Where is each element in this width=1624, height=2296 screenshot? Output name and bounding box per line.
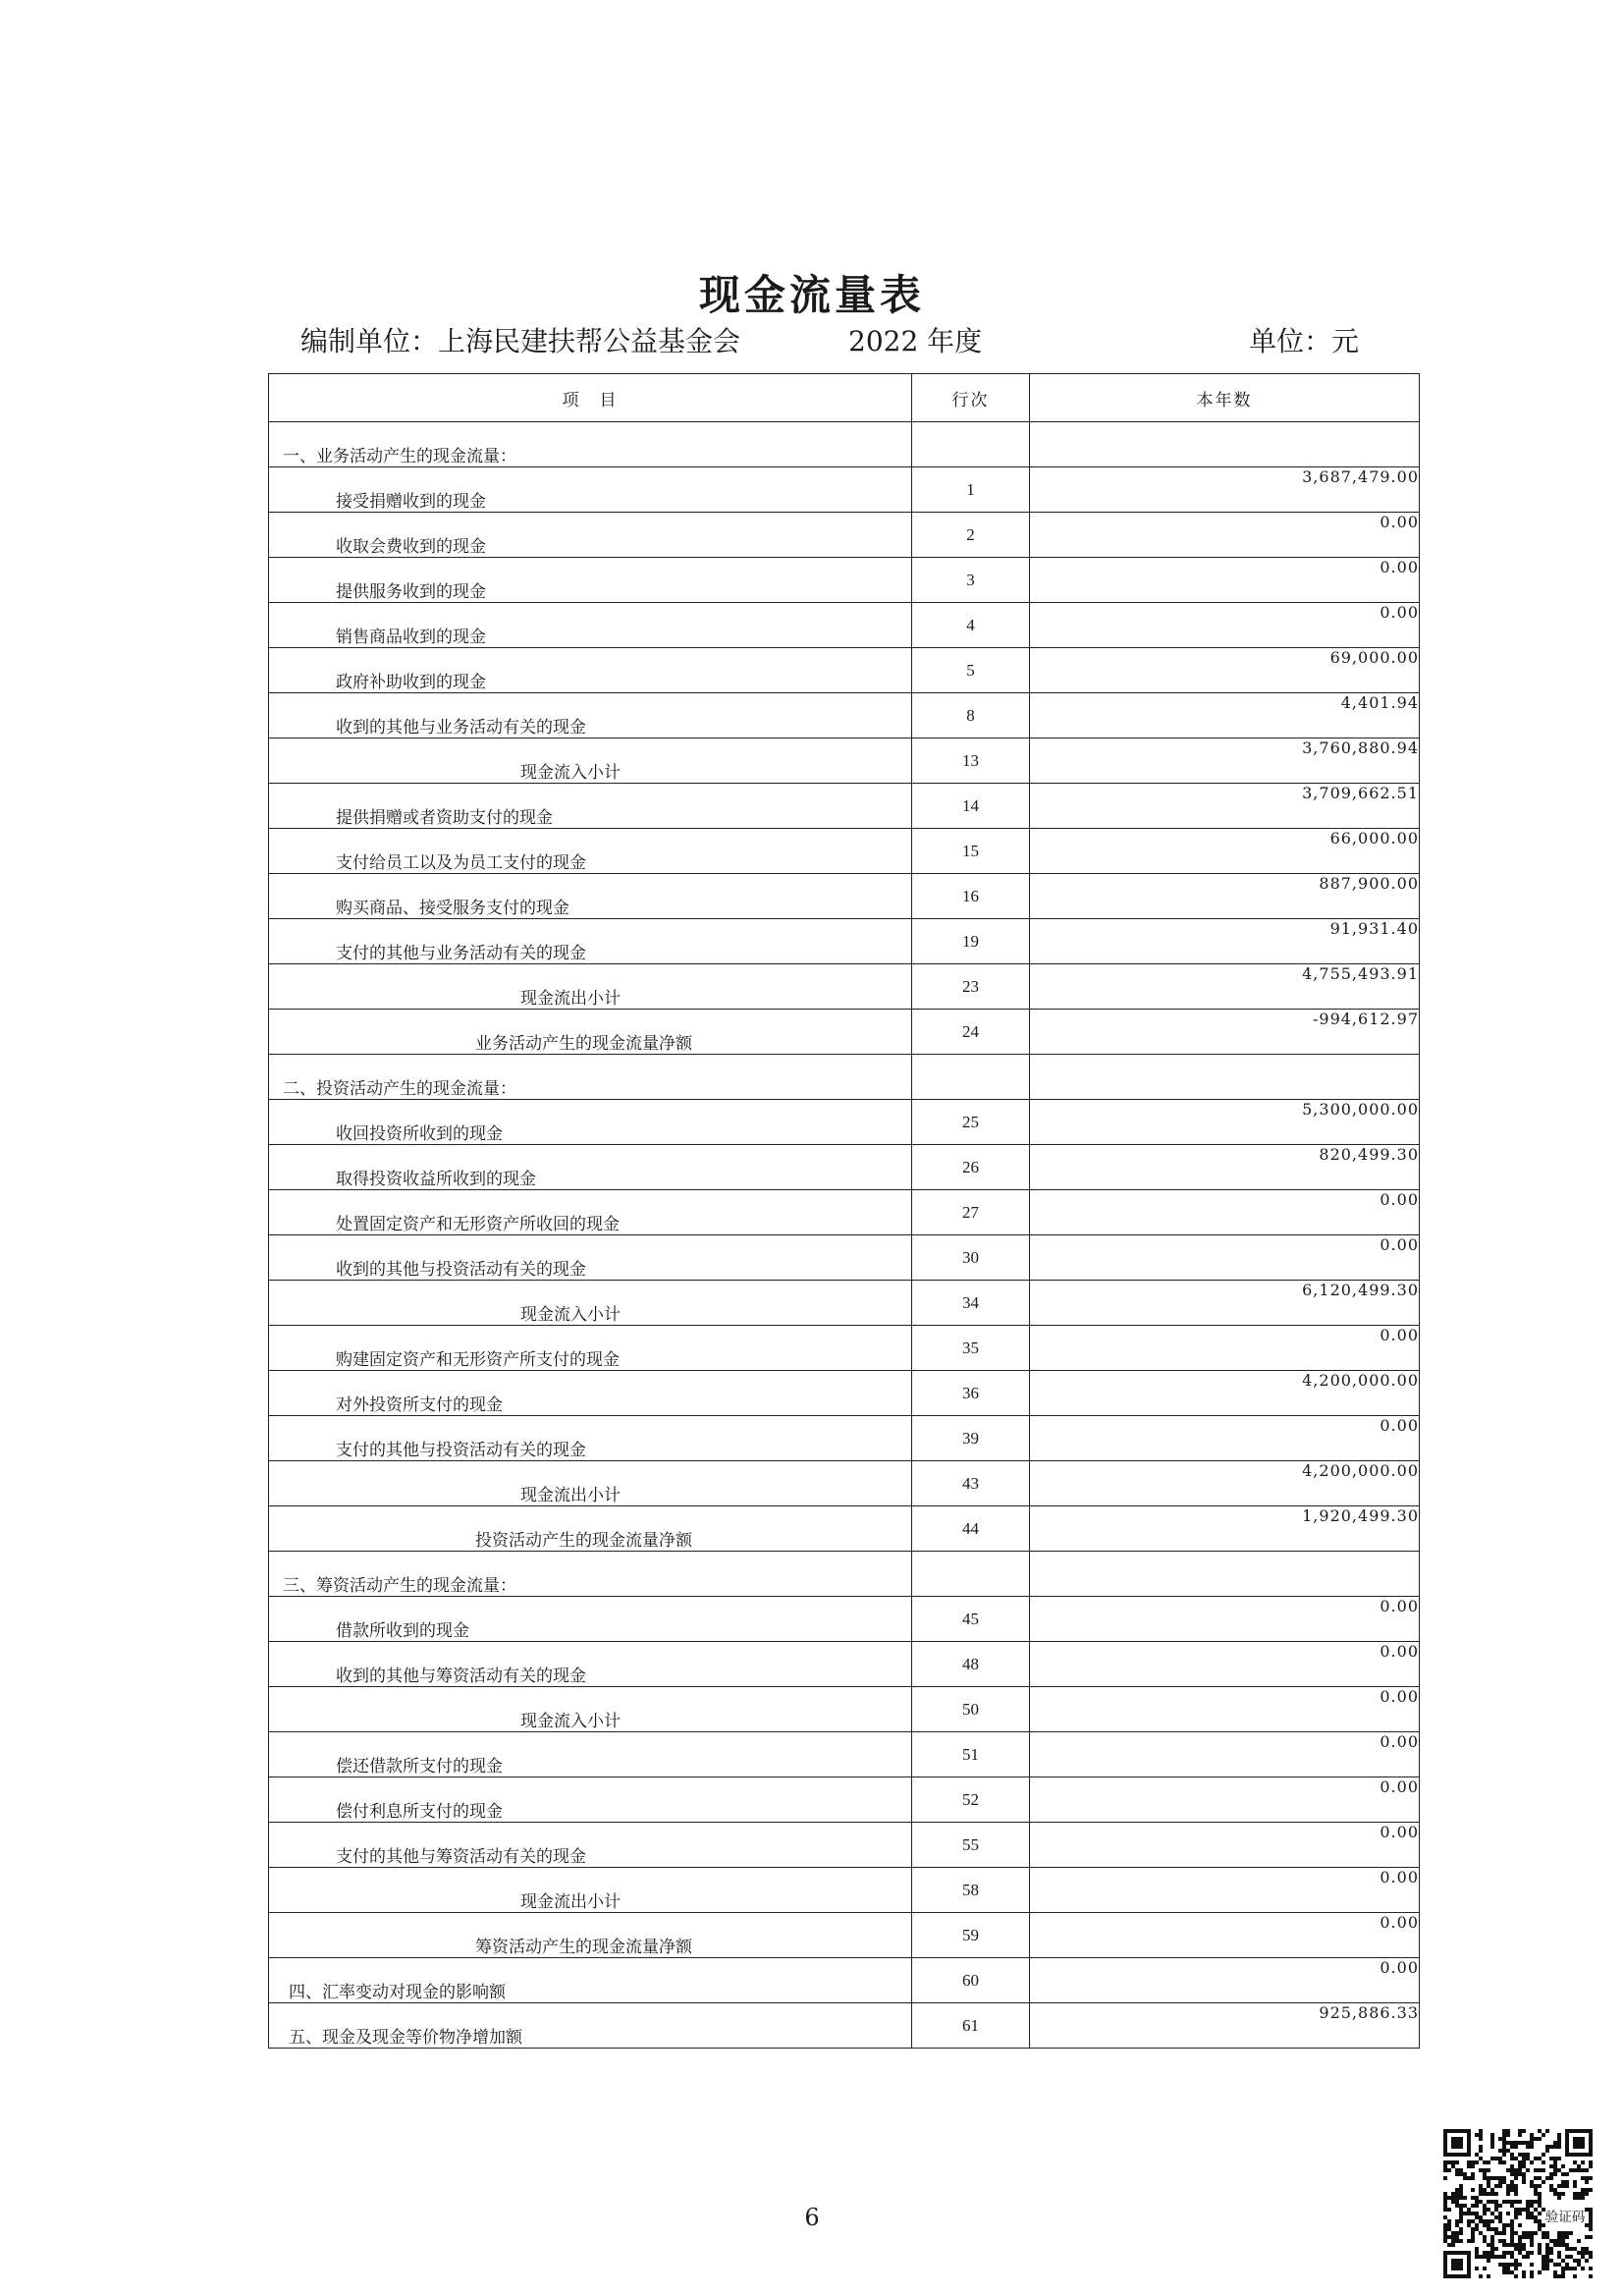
row-line-number <box>912 1552 1030 1597</box>
row-line-number: 16 <box>912 874 1030 919</box>
row-item-label: 取得投资收益所收到的现金 <box>269 1145 912 1190</box>
row-item-label: 支付的其他与业务活动有关的现金 <box>269 919 912 964</box>
row-amount: 0.00 <box>1030 1190 1420 1235</box>
row-line-number: 13 <box>912 738 1030 784</box>
row-line-number: 44 <box>912 1506 1030 1552</box>
row-line-number: 25 <box>912 1100 1030 1145</box>
row-item-label: 二、投资活动产生的现金流量： <box>269 1055 912 1100</box>
row-line-number: 36 <box>912 1371 1030 1416</box>
page-number: 6 <box>804 2204 820 2231</box>
row-line-number: 23 <box>912 964 1030 1010</box>
row-item-label: 购买商品、接受服务支付的现金 <box>269 874 912 919</box>
table-row <box>269 1235 1420 1281</box>
row-amount: 1,920,499.30 <box>1030 1506 1420 1552</box>
row-line-number: 43 <box>912 1461 1030 1506</box>
row-item-label: 接受捐赠收到的现金 <box>269 467 912 513</box>
cash-flow-table <box>268 373 1420 2049</box>
row-amount: 3,687,479.00 <box>1030 467 1420 513</box>
table-row <box>269 1823 1420 1868</box>
row-amount: 0.00 <box>1030 1823 1420 1868</box>
header-line: 行次 <box>912 374 1030 422</box>
row-item-label: 一、业务活动产生的现金流量： <box>269 422 912 467</box>
row-item-label: 处置固定资产和无形资产所收回的现金 <box>269 1190 912 1235</box>
row-line-number: 60 <box>912 1958 1030 2003</box>
row-amount <box>1030 422 1420 467</box>
row-amount: 69,000.00 <box>1030 648 1420 693</box>
table-row <box>269 1642 1420 1687</box>
table-row <box>269 693 1420 738</box>
row-line-number: 61 <box>912 2003 1030 2049</box>
row-amount: 5,300,000.00 <box>1030 1100 1420 1145</box>
year-label: 2022 年度 <box>848 325 983 357</box>
row-line-number: 55 <box>912 1823 1030 1868</box>
row-item-label: 五、现金及现金等价物净增加额 <box>269 2003 912 2049</box>
table-row <box>269 1461 1420 1506</box>
row-item-label: 销售商品收到的现金 <box>269 603 912 648</box>
row-amount: 925,886.33 <box>1030 2003 1420 2049</box>
row-amount <box>1030 1055 1420 1100</box>
row-amount: 0.00 <box>1030 1597 1420 1642</box>
table-row <box>269 2003 1420 2049</box>
table-row <box>269 648 1420 693</box>
row-item-label: 收取会费收到的现金 <box>269 513 912 558</box>
row-line-number: 27 <box>912 1190 1030 1235</box>
row-item-label: 现金流出小计 <box>269 1461 912 1506</box>
row-line-number: 35 <box>912 1326 1030 1371</box>
row-item-label: 支付给员工以及为员工支付的现金 <box>269 829 912 874</box>
header-item: 项 目 <box>269 374 912 422</box>
table-row <box>269 1010 1420 1055</box>
table-row <box>269 1100 1420 1145</box>
row-amount: 0.00 <box>1030 1235 1420 1281</box>
row-amount: 0.00 <box>1030 1958 1420 2003</box>
row-item-label: 筹资活动产生的现金流量净额 <box>269 1913 912 1958</box>
row-amount: 4,401.94 <box>1030 693 1420 738</box>
qr-code-icon <box>1443 2129 1593 2278</box>
table-row <box>269 874 1420 919</box>
row-item-label: 收到的其他与筹资活动有关的现金 <box>269 1642 912 1687</box>
row-item-label: 提供服务收到的现金 <box>269 558 912 603</box>
org-label: 编制单位：上海民建扶帮公益基金会 <box>300 325 741 357</box>
row-item-label: 三、筹资活动产生的现金流量： <box>269 1552 912 1597</box>
row-item-label: 偿付利息所支付的现金 <box>269 1777 912 1823</box>
row-item-label: 现金流出小计 <box>269 1868 912 1913</box>
table-row <box>269 829 1420 874</box>
row-line-number: 34 <box>912 1281 1030 1326</box>
row-item-label: 现金流入小计 <box>269 1687 912 1732</box>
row-amount: 3,760,880.94 <box>1030 738 1420 784</box>
row-amount: 4,200,000.00 <box>1030 1371 1420 1416</box>
row-item-label: 收到的其他与业务活动有关的现金 <box>269 693 912 738</box>
table-row <box>269 513 1420 558</box>
row-amount: 820,499.30 <box>1030 1145 1420 1190</box>
row-item-label: 现金流出小计 <box>269 964 912 1010</box>
row-line-number: 58 <box>912 1868 1030 1913</box>
row-item-label: 对外投资所支付的现金 <box>269 1371 912 1416</box>
row-amount <box>1030 1552 1420 1597</box>
row-amount: 66,000.00 <box>1030 829 1420 874</box>
table-row <box>269 422 1420 467</box>
row-line-number: 19 <box>912 919 1030 964</box>
unit-label: 单位：元 <box>1249 325 1360 357</box>
table-row <box>269 1913 1420 1958</box>
table-row <box>269 1506 1420 1552</box>
row-amount: 0.00 <box>1030 1732 1420 1777</box>
row-amount: 0.00 <box>1030 1913 1420 1958</box>
row-amount: 6,120,499.30 <box>1030 1281 1420 1326</box>
row-item-label: 借款所收到的现金 <box>269 1597 912 1642</box>
row-line-number: 59 <box>912 1913 1030 1958</box>
row-item-label: 收回投资所收到的现金 <box>269 1100 912 1145</box>
row-line-number: 3 <box>912 558 1030 603</box>
row-amount: 0.00 <box>1030 603 1420 648</box>
row-line-number: 2 <box>912 513 1030 558</box>
row-amount: 0.00 <box>1030 513 1420 558</box>
row-item-label: 政府补助收到的现金 <box>269 648 912 693</box>
row-line-number: 5 <box>912 648 1030 693</box>
row-item-label: 偿还借款所支付的现金 <box>269 1732 912 1777</box>
row-line-number: 39 <box>912 1416 1030 1461</box>
table-row <box>269 1145 1420 1190</box>
row-item-label: 支付的其他与筹资活动有关的现金 <box>269 1823 912 1868</box>
row-item-label: 支付的其他与投资活动有关的现金 <box>269 1416 912 1461</box>
row-line-number: 4 <box>912 603 1030 648</box>
row-line-number <box>912 1055 1030 1100</box>
table-row <box>269 784 1420 829</box>
table-header-row <box>269 374 1420 422</box>
row-item-label: 现金流入小计 <box>269 1281 912 1326</box>
row-item-label: 业务活动产生的现金流量净额 <box>269 1010 912 1055</box>
row-line-number: 52 <box>912 1777 1030 1823</box>
row-amount: 0.00 <box>1030 558 1420 603</box>
table-row <box>269 1687 1420 1732</box>
table-row <box>269 1281 1420 1326</box>
table-row <box>269 919 1420 964</box>
table-row <box>269 964 1420 1010</box>
row-item-label: 现金流入小计 <box>269 738 912 784</box>
row-line-number: 45 <box>912 1597 1030 1642</box>
row-line-number <box>912 422 1030 467</box>
row-amount: 0.00 <box>1030 1642 1420 1687</box>
row-item-label: 收到的其他与投资活动有关的现金 <box>269 1235 912 1281</box>
row-line-number: 51 <box>912 1732 1030 1777</box>
row-amount: 4,200,000.00 <box>1030 1461 1420 1506</box>
table-body <box>269 422 1420 2049</box>
row-amount: 4,755,493.91 <box>1030 964 1420 1010</box>
table-row <box>269 1055 1420 1100</box>
row-amount: 887,900.00 <box>1030 874 1420 919</box>
row-line-number: 30 <box>912 1235 1030 1281</box>
table-row <box>269 738 1420 784</box>
table-row <box>269 1868 1420 1913</box>
row-line-number: 14 <box>912 784 1030 829</box>
table-row <box>269 1552 1420 1597</box>
table-row <box>269 1190 1420 1235</box>
row-amount: 0.00 <box>1030 1416 1420 1461</box>
row-amount: 0.00 <box>1030 1687 1420 1732</box>
row-amount: -994,612.97 <box>1030 1010 1420 1055</box>
qr-label: 验证码 <box>1544 2210 1586 2225</box>
page-title: 现金流量表 <box>698 271 925 319</box>
row-line-number: 50 <box>912 1687 1030 1732</box>
row-line-number: 15 <box>912 829 1030 874</box>
row-item-label: 四、汇率变动对现金的影响额 <box>269 1958 912 2003</box>
row-amount: 0.00 <box>1030 1326 1420 1371</box>
row-amount: 91,931.40 <box>1030 919 1420 964</box>
row-line-number: 26 <box>912 1145 1030 1190</box>
table-row <box>269 467 1420 513</box>
row-amount: 0.00 <box>1030 1868 1420 1913</box>
row-amount: 3,709,662.51 <box>1030 784 1420 829</box>
row-item-label: 购建固定资产和无形资产所支付的现金 <box>269 1326 912 1371</box>
row-line-number: 8 <box>912 693 1030 738</box>
table-row <box>269 1958 1420 2003</box>
header-value: 本年数 <box>1030 374 1420 422</box>
table-row <box>269 1371 1420 1416</box>
table-row <box>269 1326 1420 1371</box>
table-row <box>269 1416 1420 1461</box>
row-line-number: 48 <box>912 1642 1030 1687</box>
table-row <box>269 603 1420 648</box>
row-item-label: 投资活动产生的现金流量净额 <box>269 1506 912 1552</box>
table-row <box>269 1732 1420 1777</box>
table-row <box>269 1597 1420 1642</box>
row-line-number: 1 <box>912 467 1030 513</box>
row-line-number: 24 <box>912 1010 1030 1055</box>
row-amount: 0.00 <box>1030 1777 1420 1823</box>
table-row <box>269 558 1420 603</box>
table-row <box>269 1777 1420 1823</box>
row-item-label: 提供捐赠或者资助支付的现金 <box>269 784 912 829</box>
